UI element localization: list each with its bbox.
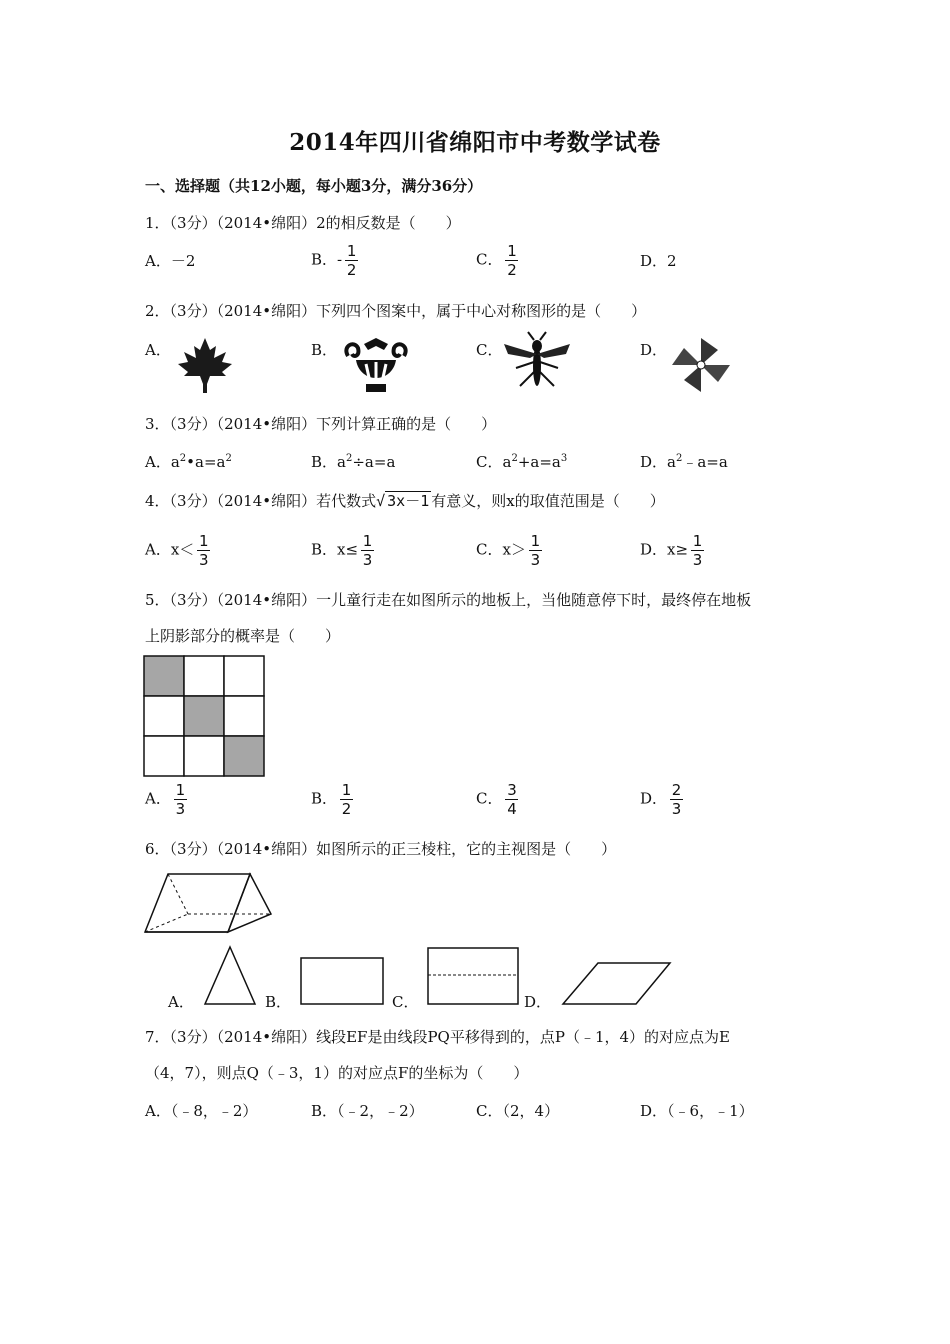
question-7-stem-line2: （4，7），则点Q（﹣3，1）的对应点F的坐标为（ ）: [145, 1064, 529, 1082]
fraction: $\frac{2}{3}$: [671, 781, 682, 818]
blank-tile: [144, 736, 184, 776]
relation: x＜: [170, 540, 195, 559]
question-2-stem: 2．（3分）（2014•绵阳）下列四个图案中，属于中心对称图形的是（ ）: [145, 302, 647, 320]
base: a: [502, 453, 512, 471]
fraction: $\frac{1}{3}$: [692, 532, 703, 569]
option-label: A．: [145, 453, 171, 471]
stem-text: 4．（3分）（2014•绵阳）若代数式: [145, 492, 377, 510]
q4-option-d[interactable]: [640, 533, 704, 568]
q6-option-b[interactable]: B．: [265, 993, 292, 1011]
shaded-tile: [144, 656, 184, 696]
parallelogram-figure: [562, 962, 672, 1006]
shaded-tile: [224, 736, 264, 776]
exponent: 2: [225, 453, 232, 464]
floor-grid-figure: [144, 656, 264, 776]
expression: ÷a=a: [352, 453, 396, 471]
option-label: C．: [476, 250, 503, 269]
expression: +a=a: [517, 453, 561, 471]
expression: •a=a: [186, 453, 226, 471]
q7-option-a[interactable]: A．（﹣8，﹣2）: [145, 1102, 258, 1120]
fraction: $\frac{1}{2}$: [507, 242, 517, 279]
q7-option-d[interactable]: D．（﹣6，﹣1）: [640, 1102, 754, 1120]
q2-option-b[interactable]: B．: [311, 341, 338, 359]
radicand: 3x－1: [387, 492, 430, 510]
question-5-stem-line1: 5．（3分）（2014•绵阳）一儿童行走在如图所示的地板上，当他随意停下时，最终停在地板: [145, 591, 752, 609]
question-1-stem: 1．（3分）（2014•绵阳）2的相反数是（ ）: [145, 214, 461, 232]
rectangle-dashed-figure: [427, 947, 519, 1005]
triangular-prism-figure: [144, 872, 274, 934]
option-label: C．: [476, 453, 503, 471]
fraction: $\frac{1}{3}$: [530, 532, 541, 569]
option-label: C．: [476, 789, 503, 808]
exponent: 2: [179, 453, 187, 464]
fraction: $\frac{1}{3}$: [175, 781, 186, 818]
trident-flower-icon: [340, 336, 412, 394]
q7-option-b[interactable]: B．（﹣2，﹣2）: [311, 1102, 424, 1120]
fraction: $\frac{1}{3}$: [199, 532, 209, 569]
blank-tile: [224, 656, 264, 696]
blank-tile: [184, 656, 224, 696]
relation: x＞: [502, 540, 526, 559]
base: a: [337, 453, 346, 471]
option-label: A．: [145, 540, 171, 559]
q3-option-c[interactable]: [476, 451, 567, 472]
exponent: 2: [511, 453, 518, 464]
relation: x≤: [337, 540, 359, 559]
exponent: 2: [675, 453, 683, 464]
q5-option-a[interactable]: [145, 782, 187, 817]
rectangle-figure: [300, 957, 384, 1005]
square-root: √ 3x－1: [376, 492, 430, 510]
option-label: B．: [311, 789, 338, 808]
q1-option-d[interactable]: D．2: [640, 252, 677, 270]
option-label: D．: [640, 453, 668, 471]
option-label: B．: [311, 453, 338, 471]
base: a: [667, 453, 676, 471]
q5-option-d[interactable]: [640, 782, 683, 817]
q6-option-a[interactable]: A．: [168, 993, 194, 1011]
q5-option-b[interactable]: [311, 782, 353, 817]
expression: ﹣a=a: [682, 453, 728, 471]
triangle-figure: [204, 946, 256, 1006]
q6-option-d[interactable]: D．: [524, 993, 552, 1011]
q4-option-c[interactable]: [476, 533, 542, 568]
base: a: [170, 453, 180, 471]
option-label: B．: [311, 250, 338, 269]
q2-option-d[interactable]: D．: [640, 341, 668, 359]
q7-option-c[interactable]: C．（2，4）: [476, 1102, 560, 1120]
q1-option-c[interactable]: [476, 243, 518, 278]
exponent: 3: [560, 453, 568, 464]
pinwheel-icon: [668, 336, 734, 394]
q4-option-b[interactable]: [311, 533, 374, 568]
q3-option-b[interactable]: [311, 451, 395, 472]
q2-option-a[interactable]: A．: [145, 341, 171, 359]
question-3-stem: 3．（3分）（2014•绵阳）下列计算正确的是（ ）: [145, 415, 497, 433]
insect-icon: [500, 332, 574, 394]
question-6-stem: 6．（3分）（2014•绵阳）如图所示的正三棱柱，它的主视图是（ ）: [145, 840, 617, 858]
q1-option-b[interactable]: [311, 243, 358, 278]
q3-option-a[interactable]: [145, 451, 232, 472]
shaded-tile: [184, 696, 224, 736]
q1-option-a[interactable]: A．－2: [145, 252, 196, 270]
q5-option-c[interactable]: [476, 782, 518, 817]
option-label: A．: [145, 789, 171, 808]
blank-tile: [144, 696, 184, 736]
maple-leaf-icon: [174, 336, 236, 394]
minus-sign: -: [337, 250, 343, 269]
option-label: C．: [476, 540, 503, 559]
relation: x≥: [667, 540, 689, 559]
option-label: D．: [640, 789, 668, 808]
stem-text: 有意义，则x的取值范围是（ ）: [431, 492, 665, 510]
question-4-stem: [145, 490, 665, 511]
section-heading: 一、选择题（共12小题，每小题3分，满分36分）: [145, 177, 483, 195]
q4-option-a[interactable]: [145, 533, 210, 568]
fraction: $\frac{1}{2}$: [346, 242, 357, 279]
option-label: D．: [640, 540, 668, 559]
page-title: 2014年四川省绵阳市中考数学试卷: [289, 129, 661, 156]
q2-option-c[interactable]: C．: [476, 341, 503, 359]
fraction: $\frac{1}{2}$: [341, 781, 352, 818]
question-7-stem-line1: 7．（3分）（2014•绵阳）线段EF是由线段PQ平移得到的，点P（﹣1，4）的对应点为E: [145, 1028, 730, 1046]
fraction: $\frac{3}{4}$: [507, 781, 517, 818]
blank-tile: [184, 736, 224, 776]
blank-tile: [224, 696, 264, 736]
fraction: $\frac{1}{3}$: [362, 532, 373, 569]
question-5-stem-line2: 上阴影部分的概率是（ ）: [145, 627, 341, 645]
option-label: B．: [311, 540, 338, 559]
q3-option-d[interactable]: [640, 451, 728, 472]
exponent: 2: [345, 453, 353, 464]
q6-option-c[interactable]: C．: [392, 993, 419, 1011]
